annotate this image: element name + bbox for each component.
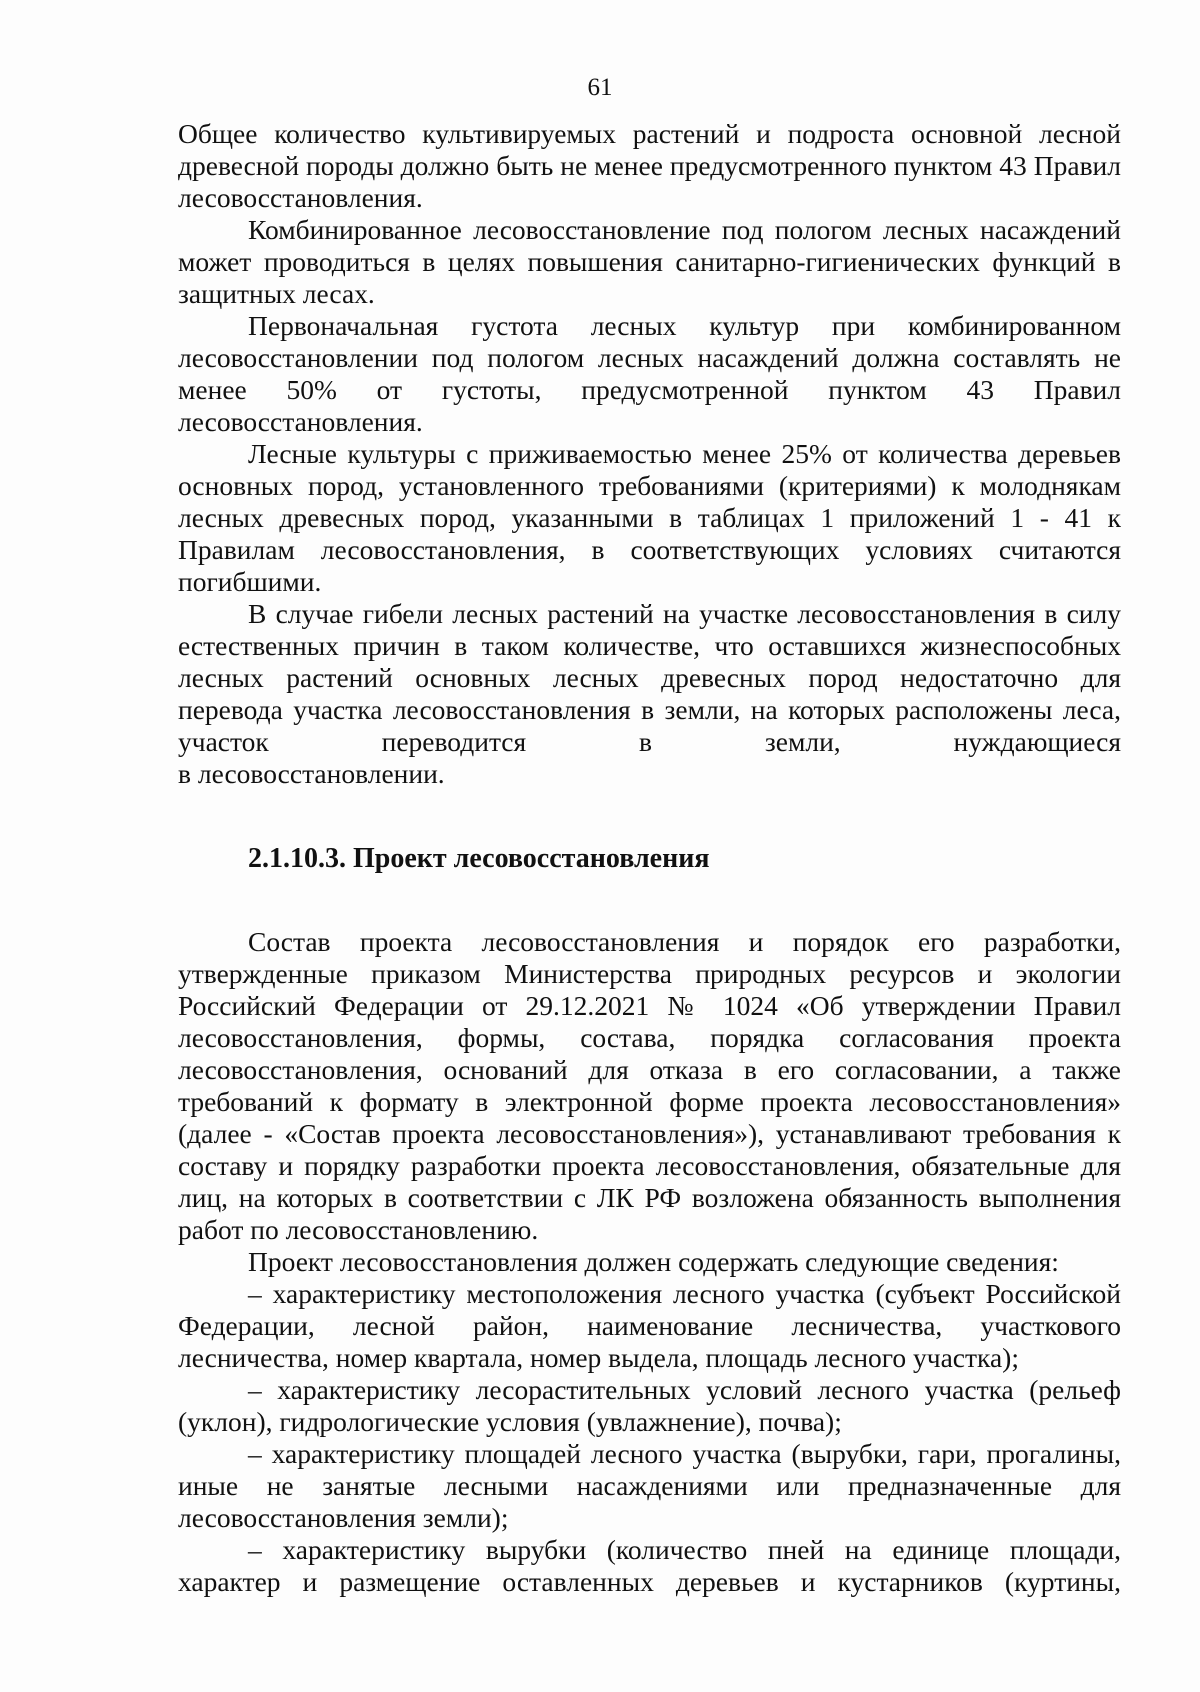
list-item-areas: – характеристику площадей лесного участка (вырубки, гари, прогалины, иные не занятые лесными насаждениями или предназначенные для лесовосстановления земли);: [178, 1438, 1121, 1533]
paragraph-combined-reforestation: Комбинированное лесовосстановление под пологом лесных насаждений может проводиться в целях повышения санитарно-гигиенических функций в защитных лесах.: [178, 214, 1121, 309]
list-item-cutting: – характеристику вырубки (количество пней на единице площади, характер и размещение оставленных деревьев и кустарников (куртины,: [178, 1534, 1121, 1597]
list-item-growing-conditions: – характеристику лесорастительных условий лесного участка (рельеф (уклон), гидрологические условия (увлажнение), почва);: [178, 1374, 1121, 1437]
paragraph-survival-rate: Лесные культуры с приживаемостью менее 25% от количества деревьев основных пород, установленного требованиями (критериями) к молоднякам лесных древесных пород, указанными в таблицах 1 приложений 1 - 41 к Правилам лесовосстановления, в соответствующих условиях считаются погибшими.: [178, 438, 1121, 597]
page-number: 61: [587, 74, 613, 101]
paragraph-total-quantity: Общее количество культивируемых растений и подроста основной лесной древесной породы должно быть не менее предусмотренного пунктом 43 Правил лесовосстановления.: [178, 118, 1121, 213]
paragraph-project-composition: Состав проекта лесовосстановления и порядок его разработки, утвержденные приказом Министерства природных ресурсов и экологии Российский Федерации от 29.12.2021 № 1024 «Об утверждении Правил лесовосстановления, формы, состава, порядка согласования проекта лесовосстановления, оснований для отказа в его согласовании, а также требований к формату в электронной форме проекта лесовосстановления» (далее - «Состав проекта лесовосстановления»), устанавливают требования к составу и порядку разработки проекта лесовосстановления, обязательные для лиц, на которых в соответствии с ЛК РФ возложена обязанность выполнения работ по лесовосстановлению.: [178, 926, 1121, 1245]
paragraph-plant-death-continuation: в лесовосстановлении.: [178, 758, 445, 789]
paragraph-initial-density: Первоначальная густота лесных культур при комбинированном лесовосстановлении под пологом лесных насаждений должна составлять не менее 50% от густоты, предусмотренной пунктом 43 Правил лесовосстановления.: [178, 310, 1121, 437]
list-item-location: – характеристику местоположения лесного участка (субъект Российской Федерации, лесной район, наименование лесничества, участкового лесничества, номер квартала, номер выдела, площадь лесного участка);: [178, 1278, 1121, 1373]
paragraph-project-contents-intro: Проект лесовосстановления должен содержать следующие сведения:: [248, 1246, 1059, 1277]
paragraph-plant-death: В случае гибели лесных растений на участке лесовосстановления в силу естественных причин в таком количестве, что оставшихся жизнеспособных лесных растений основных лесных древесных пород недостаточно для перевода участка лесовосстановления в земли, на которых расположены леса, участок переводится в земли, нуждающиеся: [178, 598, 1121, 757]
section-heading: 2.1.10.3. Проект лесовосстановления: [248, 843, 710, 874]
page-content: [178, 118, 1121, 1598]
